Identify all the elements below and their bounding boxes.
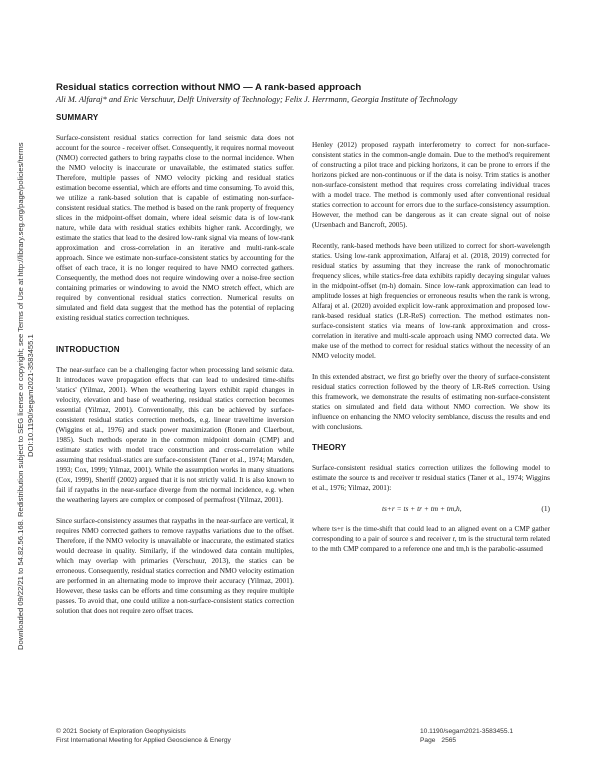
summary-heading: SUMMARY: [56, 113, 99, 122]
footer-page-label: Page: [420, 737, 436, 744]
theory-paragraph-1: Surface-consistent residual statics correction utilizes the following model to estimate the source ts and receiver tr residual statics (Taner et al., 1974; Wiggins et al., 1976; Yilmaz, 2001):: [312, 464, 550, 492]
download-notice-doi: DOI:10.1190/segam2021-3583455.1: [26, 334, 35, 458]
equation-expression: ts+r = ts + tr + tm + tm,h,: [382, 504, 462, 513]
download-notice: [16, 96, 38, 696]
footer-copyright: © 2021 Society of Exploration Geophysicists: [56, 728, 186, 735]
introduction-paragraph-2: Since surface-consistency assumes that raypaths in the near-surface are vertical, it requires NMO corrected gathers to remove raypaths variations due to the offset. Therefore, if the NMO velocity is unavailable or inaccurate, the estimated statics would decrease in quality. Similarly, if the windowed data contain multiples, which may overlap with primaries (Verschuur, 2013), the statics can be erroneous. Consequently, residual statics correction and NMO velocity estimation are performed in an alternating mode to improve their accuracy (Yilmaz, 2001). However, these tasks can be efforts and time consuming as they require multiple passes. To avoid that, one could utilize a non-surface-consistent statics correction solution that does not require zero offset traces.: [56, 517, 294, 615]
introduction-paragraph-4: Recently, rank-based methods have been utilized to correct for short-wavelength statics. Using low-rank approximation, Alfaraj et al. (2018, 2019) corrected for residual statics by assuming that they increase the rank of monochromatic frequency slices, while statics-free data exhibits rapidly decaying singular values in the midpoint-offset (m-h) domain. Since low-rank approximation can lead to amplitude losses at high frequencies or erroneous results when the rank is wrong, Alfaraj et al. (2020) avoided explicit low-rank approximation and proposed low-rank-based residual statics (LR-ReS) correction. The method estimates non-surface-consistent statics via means of low-rank approximation and cross-correlation in iterative and multi-scale approach using NMO corrected data. We make use of the method to correct for residual statics without the necessity of an NMO velocity model.: [312, 242, 550, 360]
footer-page: [420, 736, 556, 745]
introduction-heading: INTRODUCTION: [56, 345, 120, 354]
paper-authors: Ali M. Alfaraj* and Eric Verschuur, Delft University of Technology; Felix J. Herrmann, Georgia Institute of Technology: [56, 95, 458, 104]
footer-meeting: First International Meeting for Applied Geoscience & Energy: [56, 737, 231, 744]
paper-title: Residual statics correction without NMO — A rank-based approach: [56, 82, 362, 93]
theory-heading: THEORY: [312, 443, 347, 452]
footer-left: [56, 727, 356, 745]
introduction-paragraph-1: The near-surface can be a challenging factor when processing land seismic data. It introduces wave propagation effects that can lead to undesired time-shifts 'statics' (Yilmaz, 2001). When the weathering layers exhibit rapid changes in velocity, elevation and base of weathering, residual statics correction becomes essential (Yilmaz, 2001). Conventionally, this can be achieved by surface-consistent residual statics correction methods, e.g. linear traveltime inversion (Wiggins et al., 1976) and stack power maximization (Ronen and Claerbout, 1985). Such methods operate in the common midpoint domain (CMP) and estimate statics with model trace construction and cross-correlation while assuming that residual-statics are surface-consistent (Taner et al., 1974; Marsden, 1993; Cox, 1999; Yilmaz, 2001). While the assumption works in many situations (Cox, 1999), Sheriff (2002) argued that it is not strictly valid. It is also known to fail if raypaths in the near-surface diverge from the normal incidence, e.g. when the weathering layers are complex or composed of permafrost (Yilmaz, 2001).: [56, 366, 294, 504]
introduction-paragraph-3: Henley (2012) proposed raypath interferometry to correct for non-surface-consistent statics in the common-angle domain. Due to the method's requirement of constructing a pilot trace and picking horizons, it can be prone to errors if the horizons picked are non-continuous or if the data is noisy. Trim statics is another non-surface-consistent method that requires cross correlating individual traces with a model trace. The method is commonly used after conventional residual statics correction to account for errors due to the surface-consistency assumption. However, the method can be dangerous as it can create signal out of noise (Ursenbach and Bancroft, 2005).: [312, 141, 550, 229]
equation-1: [312, 504, 550, 514]
paper-header: [56, 82, 556, 106]
theory-paragraph-2: where ts+r is the time-shift that could lead to an aligned event on a CMP gather corresponding to a pair of source s and receiver r, tm is the structural term related to the mth CMP compared to a reference one and tm,h is the parabolic-assumed: [312, 525, 550, 553]
introduction-paragraph-5: In this extended abstract, we first go briefly over the theory of surface-consistent residual statics correction followed by the theory of LR-ReS correction. Using this framework, we demonstrate the results of estimating non-surface-consistent statics on simulated and field data without NMO correction. We show its influence on enhancing the NMO velocity semblance, discuss the results and end with conclusions.: [312, 373, 550, 431]
left-column: [56, 113, 294, 627]
summary-paragraph: Surface-consistent residual statics correction for land seismic data does not account for the source - receiver offset. Consequently, it requires normal moveout (NMO) corrected gathers to bring raypaths close to the normal incidence. When the NMO velocity is inaccurate or unavailable, the estimated statics suffer. Therefore, multiple passes of NMO velocity picking and residual statics estimation become essential, which are efforts and time consuming. To avoid this, we utilize a rank-based solution that is capable of estimating non-surface-consistent residual statics. The method is based on the rank property of frequency slices in the midpoint-offset domain, where ideal seismic data is of low-rank nature, while data with residual statics exhibits higher rank. Accordingly, we estimate the statics that lead to the desired low-rank signal via means of low-rank approximation and cross-correlation in an iterative and multi-rank-scale approach. Since we estimate non-surface-consistent statics by accounting for the offset of each trace, it is no longer required to have NMO corrected gathers. Consequently, the method does not require windowing over a noise-free section containing primaries or windowing to avoid the NMO stretch effect, which are required by conventional residual statics correction. Numerical results on simulated and field data suggest that the method has the potential of replacing existing residual statics correction techniques.: [56, 134, 294, 322]
footer-right: [420, 727, 556, 745]
footer-page-number: 2565: [441, 737, 457, 744]
right-column: [312, 140, 550, 565]
equation-number: (1): [541, 504, 550, 513]
download-notice-line1: Downloaded 09/22/21 to 54.82.56.168. Redistribution subject to SEG license or copyright; see Terms of Use at http://library.seg.org/page/policies/terms: [16, 142, 25, 650]
footer-doi: 10.1190/segam2021-3583455.1: [420, 728, 514, 735]
